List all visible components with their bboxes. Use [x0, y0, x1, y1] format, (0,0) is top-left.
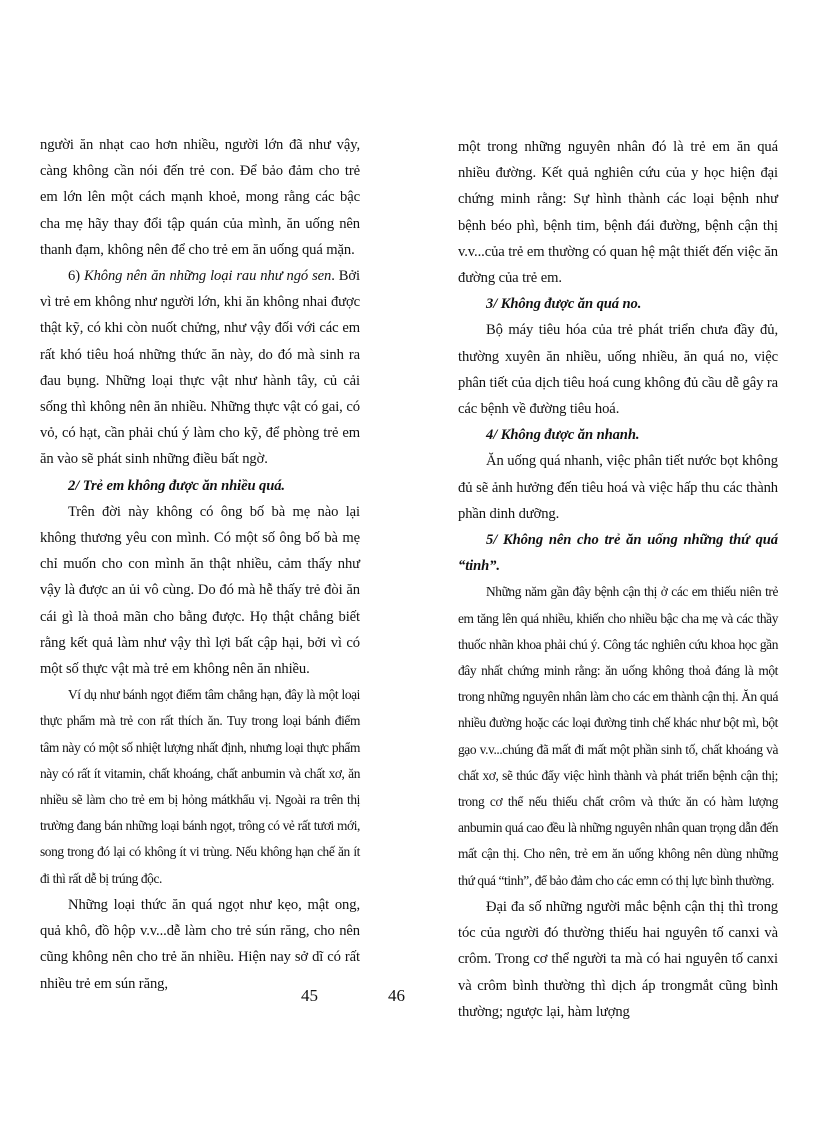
paragraph: Bộ máy tiêu hóa của trẻ phát triển chưa đầy đủ, thường xuyên ăn nhiều, uống nhiều, ăn quá no, việc phân tiết của dịch tiêu hoá cung không đủ cầu dễ gây ra các bệnh về đường tiêu hoá.: [458, 322, 778, 418]
paragraph-text: . Bởi vì trẻ em không như người lớn, khi ăn không nhai được thật kỹ, có khi còn nuốt chửng, như vậy đối với các em rất khó tiêu hoá những thức ăn này, do đó mà sinh ra đau bụng. Những loại thực vật như hành tây, củ cải sống thì không nên ăn nhiều. Những thực vật có gai, có vỏ, có hạt, cần phải chú ý làm cho kỹ, để phòng trẻ em ăn vào sẽ phát sinh những điều bất ngờ.: [40, 268, 360, 468]
section-heading: 5/ Không nên cho trẻ ăn uống những thứ quá “tinh”.: [458, 532, 778, 575]
section-heading: 3/ Không được ăn quá no.: [486, 296, 642, 313]
left-page-column: [40, 132, 360, 997]
paragraph: Đại đa số những người mắc bệnh cận thị thì trong tóc của người đó thường thiếu hai nguyên tố canxi và crôm. Trong cơ thể người ta mà có hai nguyên tố canxi và crôm bình thường thì dịch áp trongmắt cũng bình thường; ngược lại, hàm lượng: [458, 898, 778, 1020]
paragraph: Những năm gần đây bệnh cận thị ở các em thiếu niên trẻ em tăng lên quá nhiều, khiến cho nhiều bậc cha mẹ và các thầy thuốc nhãn khoa phải chú ý. Công tác nghiên cứu khoa học gần đây nhất chứng minh rằng: ăn uống không thoả đáng là một trong những nguyên nhân làm cho các em thành cận thị. Ăn quá nhiều đường hoặc các loại đường tinh chế khác như bột mì, bột gạo v.v...chúng đã mất đi mất một phần sinh tố, chất khoáng và chất xơ, sẽ thúc đẩy việc hình thành và phát triển bệnh cận thị; trong cơ thể nếu thiếu chất crôm và thức ăn có hàm lượng anbumin quá cao đều là những nguyên nhân quan trọng dẫn đến mất cận thị. Cho nên, trẻ em ăn uống không nên dùng những thứ quá “tinh”, để bảo đảm cho các emn có thị lực bình thường.: [458, 584, 778, 888]
paragraph: Ăn uống quá nhanh, việc phân tiết nước bọt không đủ sẽ ảnh hưởng đến tiêu hoá và việc hấp thu các thành phần dinh dưỡng.: [458, 453, 778, 522]
italic-phrase: Không nên ăn những loại rau như ngó sen: [83, 268, 332, 285]
paragraph: [40, 263, 360, 473]
right-page-column: [458, 134, 778, 1025]
paragraph: người ăn nhạt cao hơn nhiều, người lớn đã như vậy, càng không cần nói đến trẻ con. Để bảo đảm cho trẻ em lớn lên một cách mạnh khoẻ, mong rằng các bậc cha mẹ hãy thay đổi tập quán của mình, ăn uống nên thanh đạm, không nên để cho trẻ em ăn uống quá mặn.: [40, 137, 360, 258]
page-number-right: 46: [388, 986, 405, 1005]
list-number: 6): [68, 268, 84, 285]
section-heading: 4/ Không được ăn nhanh.: [486, 427, 640, 444]
section-heading: 2/ Trẻ em không được ăn nhiều quá.: [68, 477, 285, 494]
paragraph: Ví dụ như bánh ngọt điểm tâm chẳng hạn, đây là một loại thực phẩm mà trẻ con rất thích ăn. Tuy trong loại bánh điểm tâm này có một số nhiệt lượng nhất định, nhưng loại thực phẩm này có rất ít vitamin, chất khoáng, chất anbumin và chất xơ, ăn nhiều sẽ làm cho trẻ em bị hỏng mátkhẩu vị. Ngoài ra trên thị trường đang bán những loại bánh ngọt, trông có vẻ rất tươi mới, song trong đó lại có không ít vi trùng. Nếu không hạn chế ăn ít đi thì rất dễ bị trúng độc.: [40, 687, 360, 886]
paragraph: một trong những nguyên nhân đó là trẻ em ăn quá nhiều đường. Kết quả nghiên cứu của y học hiện đại chứng minh rằng: Sự hình thành các loại bệnh như bệnh béo phì, bệnh tim, bệnh đái đường, bệnh cận thị v.v...của trẻ em thường có quan hệ mật thiết đến việc ăn đường của trẻ em.: [458, 139, 778, 287]
paragraph: Trên đời này không có ông bố bà mẹ nào lại không thương yêu con mình. Có một số ông bố bà mẹ chỉ muốn cho con mình ăn thật nhiều, cảm thấy như vậy là được an ủi vô cùng. Do đó mà hễ thấy trẻ đòi ăn cái gì là thoả mãn cho bằng được. Họ thật chẳng biết rằng kết quả làm như vậy thì lợi bất cập hại, bởi vì có một số thực vật mà trẻ em không nên ăn nhiều.: [40, 503, 360, 678]
paragraph: Những loại thức ăn quá ngọt như kẹo, mật ong, quả khô, đồ hộp v.v...dễ làm cho trẻ sún răng, cho nên cũng không nên cho trẻ ăn nhiều. Hiện nay sở dĩ có rất nhiều trẻ em sún răng,: [40, 896, 360, 992]
page-number-left: 45: [301, 986, 318, 1005]
